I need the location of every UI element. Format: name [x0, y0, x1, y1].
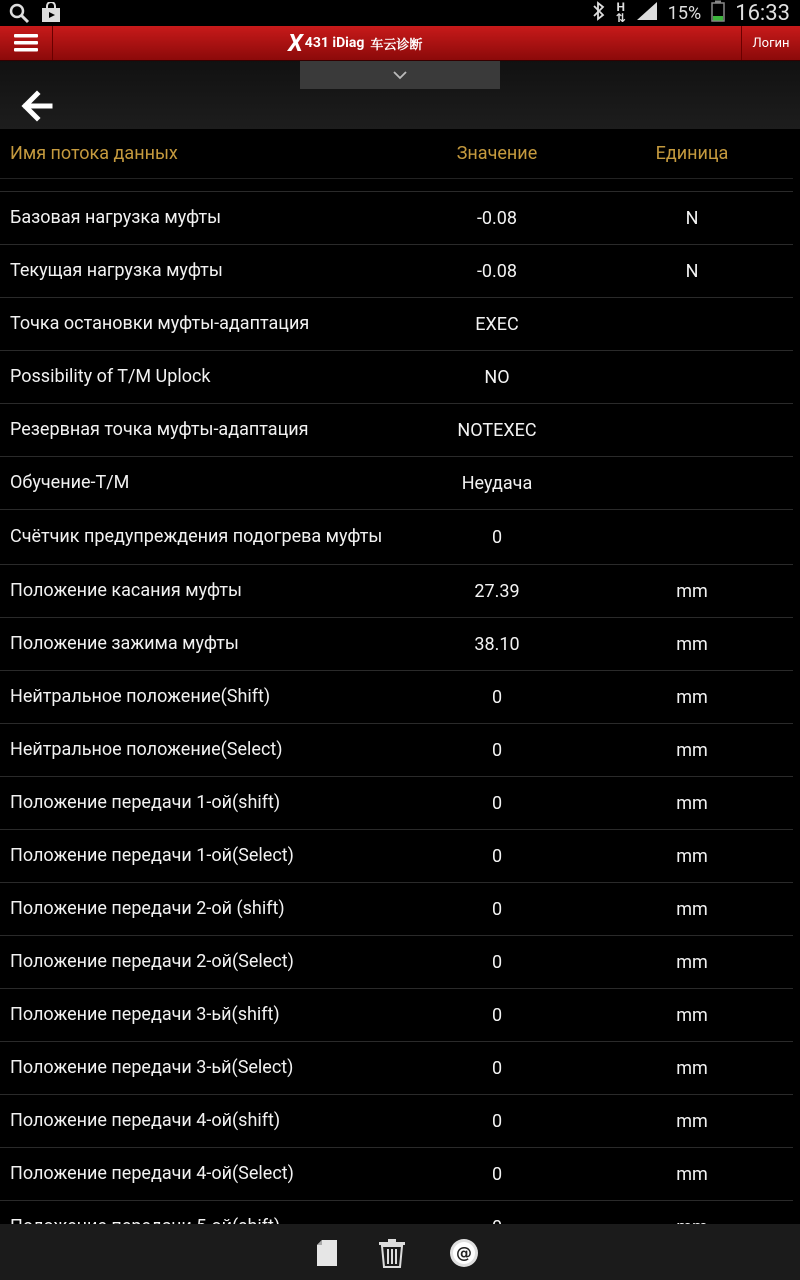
app-header [0, 26, 800, 61]
delete-button[interactable] [375, 1236, 409, 1270]
trash-icon [378, 1238, 406, 1268]
logo-brand: 431 iDiag [304, 35, 365, 51]
table-header [0, 130, 800, 179]
data-stream-value: 0 [491, 845, 503, 867]
table-row[interactable] [0, 403, 793, 456]
data-stream-name: Положение передачи 2-ой (shift) [10, 898, 285, 919]
data-stream-unit: mm [676, 739, 708, 761]
column-header-value: Значение [456, 143, 538, 164]
data-stream-name: Положение передачи 3-ьй(shift) [10, 1004, 280, 1025]
data-stream-unit: mm [676, 792, 708, 814]
data-stream-name: Положение передачи 1-ой(shift) [10, 792, 281, 813]
search-icon [8, 2, 30, 28]
table-row[interactable] [0, 829, 793, 882]
status-bar [0, 0, 800, 26]
document-icon [315, 1239, 339, 1267]
table-row[interactable] [0, 191, 793, 244]
data-stream-name: Базовая нагрузка муфты [10, 207, 222, 228]
data-stream-value: 0 [491, 792, 503, 814]
email-button[interactable] [447, 1236, 481, 1270]
data-stream-value: 0 [491, 951, 503, 973]
battery-percent: 15% [667, 2, 702, 24]
data-stream-name: Положение касания муфты [10, 580, 242, 601]
svg-text:@: @ [456, 1243, 472, 1262]
data-stream-name: Положение передачи 4-ой(shift) [10, 1110, 281, 1131]
table-row[interactable] [0, 723, 793, 776]
hamburger-icon [14, 33, 38, 53]
data-stream-unit: mm [676, 951, 708, 973]
table-row[interactable] [0, 456, 793, 509]
data-stream-value: 0 [491, 1057, 503, 1079]
battery-icon [711, 0, 725, 27]
table-row[interactable] [0, 1094, 793, 1147]
data-stream-name: Счётчик предупреждения подогрева муфты [10, 526, 383, 547]
data-stream-unit: N [685, 207, 699, 229]
network-type-icon: H ⇅ [615, 0, 626, 25]
data-stream-unit: mm [676, 1163, 708, 1185]
data-stream-name: Точка остановки муфты-адаптация [10, 313, 310, 334]
chevron-down-icon [392, 70, 408, 80]
data-stream-name: Текущая нагрузка муфты [10, 260, 223, 281]
data-stream-name: Обучение-T/M [10, 472, 130, 493]
data-stream-unit: mm [676, 1110, 708, 1132]
data-stream-unit [592, 351, 792, 403]
data-stream-value: 0 [491, 1004, 503, 1026]
table-row[interactable] [0, 564, 793, 617]
column-header-name: Имя потока данных [10, 143, 178, 164]
back-button[interactable] [18, 87, 60, 125]
column-header-unit: Единица [655, 143, 729, 164]
login-button[interactable]: Логин [741, 26, 800, 60]
table-row[interactable] [0, 988, 793, 1041]
data-stream-name: Нейтральное положение(Select) [10, 739, 283, 760]
table-row[interactable] [0, 350, 793, 403]
data-stream-value: EXEC [475, 313, 519, 335]
data-stream-value: 0 [491, 526, 503, 548]
email-icon [448, 1237, 480, 1269]
table-row[interactable] [0, 244, 793, 297]
clock: 16:33 [735, 0, 790, 26]
data-stream-name: Положение передачи 2-ой(Select) [10, 951, 294, 972]
data-stream-value: 0 [491, 686, 503, 708]
data-stream-unit [592, 298, 792, 350]
data-stream-unit: mm [676, 1004, 708, 1026]
data-stream-name: Положение передачи 3-ьй(Select) [10, 1057, 294, 1078]
table-row[interactable] [0, 1041, 793, 1094]
bluetooth-icon [592, 1, 606, 26]
data-stream-name: Резервная точка муфты-адаптация [10, 419, 309, 440]
network-type-label: H [616, 0, 625, 14]
data-stream-value: -0.08 [476, 207, 518, 229]
data-stream-unit: N [685, 260, 699, 282]
data-stream-unit: mm [676, 686, 708, 708]
data-stream-name: Possibility of T/M Uplock [10, 366, 211, 387]
document-button[interactable] [310, 1236, 344, 1270]
store-bag-icon [40, 2, 62, 28]
data-stream-list[interactable] [0, 191, 793, 1253]
data-stream-name: Положение зажима муфты [10, 633, 239, 654]
logo-cn-text: 车云诊断 [370, 37, 423, 53]
table-row[interactable] [0, 670, 793, 723]
data-stream-value: 38.10 [474, 633, 520, 655]
app-logo [288, 30, 422, 56]
data-stream-value: 0 [491, 739, 503, 761]
data-stream-unit [592, 457, 792, 509]
data-stream-unit: mm [676, 1057, 708, 1079]
data-stream-value: 0 [491, 898, 503, 920]
data-stream-name: Положение передачи 4-ой(Select) [10, 1163, 294, 1184]
data-stream-value: -0.08 [476, 260, 518, 282]
table-row[interactable] [0, 509, 793, 564]
table-row[interactable] [0, 882, 793, 935]
data-stream-unit: mm [676, 898, 708, 920]
data-stream-unit [592, 404, 792, 456]
toolbar [0, 61, 800, 129]
data-stream-value: 0 [491, 1163, 503, 1185]
table-row[interactable] [0, 617, 793, 670]
scrollbar[interactable] [793, 178, 800, 1224]
logo-x-mark: X [288, 29, 303, 57]
menu-button[interactable] [0, 26, 53, 60]
bottom-toolbar [0, 1224, 800, 1280]
table-row[interactable] [0, 776, 793, 829]
table-row[interactable] [0, 935, 793, 988]
data-stream-name: Нейтральное положение(Shift) [10, 686, 271, 707]
pull-down-tab[interactable] [300, 61, 500, 89]
table-row[interactable] [0, 297, 793, 350]
data-stream-unit: mm [676, 845, 708, 867]
data-stream-unit: mm [676, 633, 708, 655]
data-stream-value: Неудача [461, 472, 533, 494]
data-stream-unit: mm [676, 580, 708, 602]
data-stream-value: 27.39 [474, 580, 520, 602]
table-row[interactable] [0, 1147, 793, 1200]
arrow-left-icon [18, 87, 60, 125]
data-stream-unit [592, 510, 792, 564]
data-stream-name: Положение передачи 1-ой(Select) [10, 845, 294, 866]
signal-icon [636, 1, 658, 26]
data-stream-value: NOTEXEC [457, 419, 537, 441]
data-stream-value: NO [484, 366, 510, 388]
data-stream-value: 0 [491, 1110, 503, 1132]
